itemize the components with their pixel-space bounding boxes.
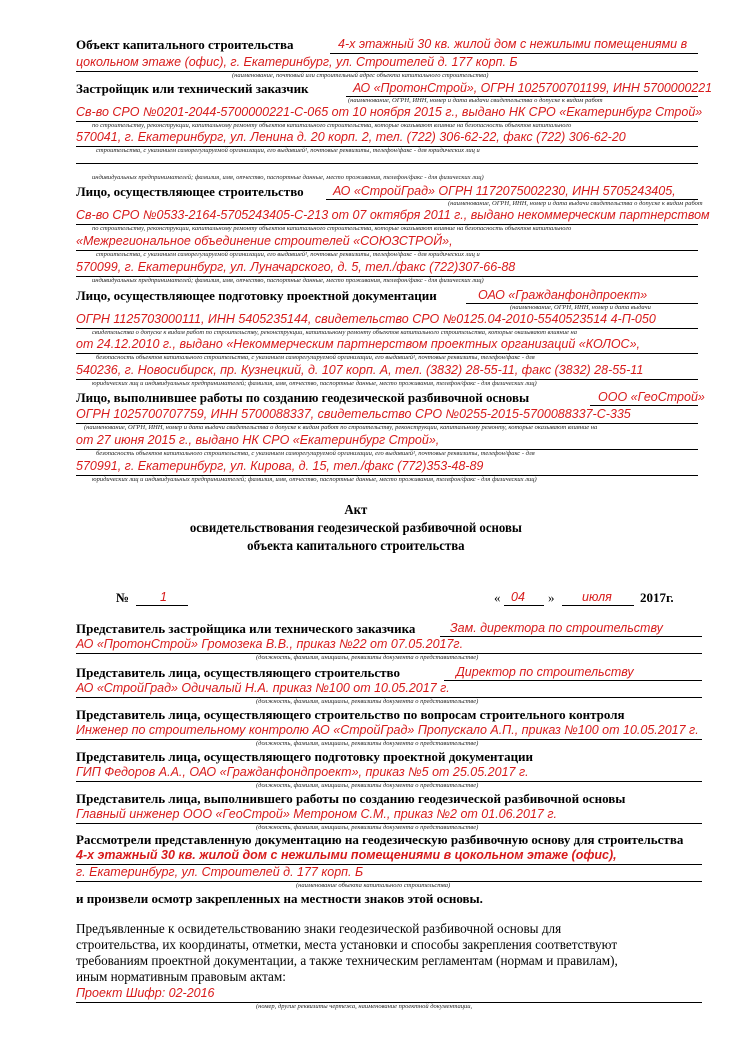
rep1-label: Представитель застройщика или технического заказчика — [76, 621, 416, 636]
builder-value-line4: 570099, г. Екатеринбург, ул. Луначарского, д. 5, тел./факс (722)307-66-88 — [76, 260, 516, 274]
designer-caption4: юридических лиц и индивидуальных предпринимателей; фамилия, имя, отчество, паспортные данные, место проживания, телефон/факс - для физических лиц) — [92, 380, 537, 387]
developer-value-line1: АО «ПротонСтрой», ОГРН 1025700701199, ИНН 5700000221 — [353, 81, 713, 95]
developer-caption4: индивидуальных предпринимателей; фамилия, имя, отчество, паспортные данные, место проживания, телефон/факс - для физических лиц) — [92, 174, 484, 181]
designer-value-line4: 540236, г. Новосибирск, пр. Кузнецкий, д. 107 корп. А, тел. (3832) 28-55-11, факс (3832) 28-55-11 — [76, 363, 644, 377]
doc-subtitle-1: освидетельствования геодезической разбивочной основы — [189, 520, 522, 535]
paragraph-line4: иным нормативным правовым актам: — [76, 969, 286, 984]
act-number-label: № — [116, 590, 130, 605]
rep4-caption: (должность, фамилия, инициалы, реквизиты документа о представительстве) — [256, 782, 479, 789]
rep1-value2: АО «ПротонСтрой» Громозека В.В., приказ №22 от 07.05.2017г. — [76, 637, 464, 651]
rep2-label: Представитель лица, осуществляющего строительство — [76, 665, 400, 680]
reviewed-value2: г. Екатеринбург, ул. Строителей д. 177 корп. Б — [76, 865, 364, 879]
surveyor-value-line2: ОГРН 1025700707759, ИНН 5700088337, свидетельство СРО №0255-2015-5700088337-С-335 — [76, 407, 631, 421]
act-number: 1 — [160, 590, 167, 604]
reviewed-label: Рассмотрели представленную документацию на геодезическую разбивочную основу для строительства — [76, 832, 684, 847]
rep4-label: Представитель лица, осуществляющего подготовку проектной документации — [76, 749, 534, 764]
developer-value-line2: Св-во СРО №0201-2044-5700000221-С-065 от 10 ноября 2015 г., выдано НК СРО «Екатеринбург Строй» — [76, 105, 703, 119]
builder-value-line3: «Межрегиональное объединение строителей «СОЮЗСТРОЙ», — [76, 234, 453, 248]
underline — [562, 605, 634, 606]
reviewed-caption: (наименование объекта капитального строительства) — [296, 882, 451, 889]
rep1-caption: (должность, фамилия, инициалы, реквизиты документа о представительстве) — [256, 654, 479, 661]
builder-caption2: по строительству, реконструкции, капитальному ремонту объектов капитального строительства, которые оказывают влияние на безопасность объектов капитального — [92, 225, 572, 232]
underline — [330, 53, 698, 54]
builder-caption3: строительства, с указанием саморегулируемой организации, его выдавшей¹, почтовые реквизиты, телефон/факс - для юридических лиц и — [96, 251, 480, 258]
underline — [136, 605, 188, 606]
object-label: Объект капитального строительства — [76, 37, 294, 52]
paragraph-line1: Предъявленные к освидетельствованию знаки геодезической разбивочной основы для — [76, 921, 562, 936]
surveyor-label: Лицо, выполнившее работы по созданию геодезической разбивочной основы — [76, 390, 530, 405]
designer-value-line3: от 24.12.2010 г., выдано «Некоммерческим партнерством проектных организаций «КОЛОС», — [76, 337, 640, 351]
designer-caption1: (наименование, ОГРН, ИНН, номер и дата выдачи — [510, 304, 651, 311]
designer-caption3: безопасность объектов капитального строительства, с указанием саморегулируемой организации, его выдавшей¹, почтовые реквизиты, телефон/факс - для — [96, 354, 535, 361]
surveyor-caption2: безопасность объектов капитального строительства, с указанием саморегулируемой организации, его выдавшей¹, почтовые реквизиты, телефон/факс - для — [96, 450, 535, 457]
developer-value-line3: 570041, г. Екатеринбург, ул. Ленина д. 20 корп. 2, тел. (722) 306-62-22, факс (722) 306-62-20 — [76, 130, 626, 144]
rep5-value: Главный инженер ООО «ГеоСтрой» Метроном С.М., приказ №2 от 01.06.2017 г. — [76, 807, 557, 821]
object-caption: (наименование, почтовый или строительный адрес объекта капитального строительства) — [232, 72, 489, 79]
developer-caption1: (наименование, ОГРН, ИНН, номер и дата выдачи свидетельства о допуске к видам работ — [348, 97, 603, 104]
object-value-line2: цокольном этаже (офис), г. Екатеринбург, ул. Строителей д. 177 корп. Б — [76, 55, 518, 69]
project-value: Проект Шифр: 02-2016 — [76, 986, 215, 1000]
rep4-value: ГИП Федоров А.А., ОАО «Гражданфондпроект», приказ №5 от 25.05.2017 г. — [76, 765, 529, 779]
date-quote-close: » — [548, 590, 555, 605]
project-caption: (номер, другие реквизиты чертежа, наименование проектной документации, — [256, 1003, 473, 1010]
builder-value-line1: АО «СтройГрад» ОГРН 1172075002230, ИНН 5705243405, — [333, 184, 676, 198]
rep2-value1: Директор по строительству — [456, 665, 634, 679]
designer-value-line2: ОГРН 1125703000111, ИНН 5405235144, свидетельство СРО №0125.04-2010-5540523514 4-П-050 — [76, 312, 656, 326]
date-month: июля — [582, 590, 612, 604]
underline — [76, 163, 698, 164]
rep5-label: Представитель лица, выполнившего работы по созданию геодезической разбивочной основы — [76, 791, 626, 806]
rep1-value1: Зам. директора по строительству — [450, 621, 663, 635]
designer-label: Лицо, осуществляющее подготовку проектной документации — [76, 288, 437, 303]
doc-subtitle-2: объекта капитального строительства — [247, 538, 465, 553]
designer-value-line1: ОАО «Гражданфондпроект» — [478, 288, 648, 302]
developer-caption2: по строительству, реконструкции, капитальному ремонту объектов капитального строительства, которые оказывают влияние на безопасность объектов капитального — [92, 122, 572, 129]
surveyor-caption3: юридических лиц и индивидуальных предпринимателей; фамилия, имя, отчество, паспортные данные, место проживания, телефон/факс - для физических лиц) — [92, 476, 537, 483]
rep3-value: Инженер по строительному контролю АО «СтройГрад» Пропускало А.П., приказ №100 от 10.05.2017 г. — [76, 723, 699, 737]
surveyor-value-line3: от 27 июня 2015 г., выдано НК СРО «Екатеринбург Строй», — [76, 433, 440, 447]
underline — [504, 605, 544, 606]
surveyor-caption1: (наименование, ОГРН, ИНН, номер и дата выдачи свидетельства о допуске к видам работ по строительству, реконструкции, капитальному ремонту, которые оказывают влияние на — [84, 424, 598, 431]
designer-caption2: свидетельства о допуске к видам работ по строительству, реконструкции, капитальному ремонту объектов капитального строительства, которые оказывают влияние на — [92, 329, 577, 336]
date-day: 04 — [511, 590, 525, 604]
rep3-label: Представитель лица, осуществляющего строительство по вопросам строительного контроля — [76, 707, 625, 722]
rep2-caption: (должность, фамилия, инициалы, реквизиты документа о представительстве) — [256, 698, 479, 705]
object-value-line1: 4-х этажный 30 кв. жилой дом с нежилыми помещениями в — [338, 37, 688, 51]
surveyor-value-line4: 570991, г. Екатеринбург, ул. Кирова, д. 15, тел./факс (772)353-48-89 — [76, 459, 484, 473]
developer-caption3: строительства, с указанием саморегулируемой организации, его выдавшей¹, почтовые реквизиты, телефон/факс - для юридических лиц и — [96, 147, 480, 154]
underline — [444, 680, 702, 681]
paragraph-line3: требованиям проектной документации, а также техническим регламентам (нормам и правилам), — [76, 953, 618, 968]
surveyor-value-line1: ООО «ГеоСтрой» — [598, 390, 705, 404]
builder-caption4: индивидуальных предпринимателей; фамилия, имя, отчество, паспортные данные, место проживания, телефон/факс - для физических лиц) — [92, 277, 484, 284]
reviewed-value1: 4-х этажный 30 кв. жилой дом с нежилыми помещениями в цокольном этаже (офис), — [76, 848, 617, 862]
underline — [590, 405, 698, 406]
doc-title: Акт — [344, 502, 368, 517]
paragraph-line2: строительства, их координаты, отметки, места установки и способы закрепления соответствуют — [76, 937, 618, 952]
builder-value-line2: Св-во СРО №0533-2164-5705243405-С-213 от 07 октября 2011 г., выдано некоммерческим партнерством — [76, 208, 710, 222]
date-quote-open: « — [494, 590, 501, 605]
developer-label: Застройщик или технический заказчик — [76, 81, 309, 96]
inspection-text: и произвели осмотр закрепленных на местности знаков этой основы. — [76, 891, 483, 906]
builder-caption1: (наименование, ОГРН, ИНН, номер и дата выдачи свидетельства о допуске к видам работ — [448, 200, 703, 207]
rep2-value2: АО «СтройГрад» Одичалый Н.А. приказ №100 от 10.05.2017 г. — [76, 681, 450, 695]
date-year: 2017г. — [640, 590, 674, 605]
rep5-caption: (должность, фамилия, инициалы, реквизиты документа о представительстве) — [256, 824, 479, 831]
builder-label: Лицо, осуществляющее строительство — [76, 184, 304, 199]
rep3-caption: (должность, фамилия, инициалы, реквизиты документа о представительстве) — [256, 740, 479, 747]
underline — [440, 636, 702, 637]
